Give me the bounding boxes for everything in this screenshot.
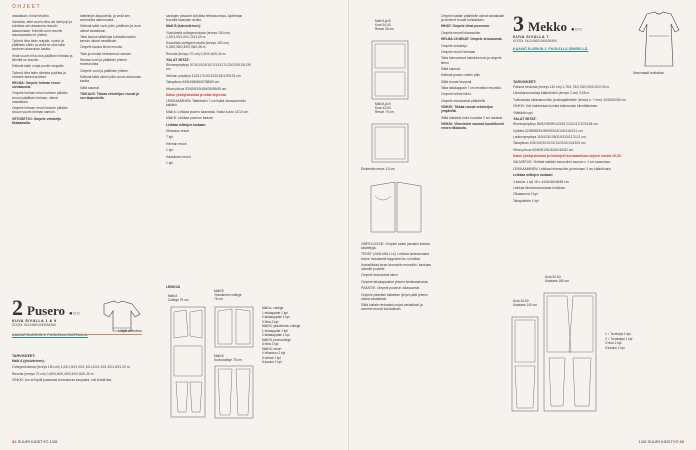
paragraph: Leikkaa mittojen mukaan: <box>513 173 554 178</box>
paragraph: vastakkain, hihat hihoihin. <box>12 14 50 18</box>
paragraph: HELMA JA MINAT: Ompele sivusaumat. <box>441 37 503 42</box>
cutting-layout-top-b <box>371 123 409 163</box>
paragraph: Hihan pituus 53/53/53/54/54/55/55/55 cm. <box>166 86 228 91</box>
cutting-layout-b2 <box>214 365 254 419</box>
photo-page-ref: KUVA SIVULLA 1 & 9 <box>12 319 57 323</box>
text-column-1 <box>12 14 74 127</box>
pattern-sheet-link[interactable]: KAAVAT B-ARKIN 1. PUOLELLA MUSTALLA. <box>12 333 89 337</box>
paragraph: Helman ympärys 114/117/120/123/126/129/133 cm. <box>166 73 242 78</box>
paragraph: Vedä vuorin hiha ulos päällisen hihasta ja kiinnitä se resoriin. <box>12 53 73 62</box>
paragraph: Malli B (kaksivärinen): <box>166 24 201 29</box>
paragraph: PÄÄNTIE: Ompele puseron olkasaumat. <box>361 286 421 291</box>
photo-page-ref: KUVA SIVULLA 7 <box>513 35 550 39</box>
magazine-name: 1/26 SUURI KÄSITYÖ <box>638 439 679 444</box>
paragraph: 7 kpl <box>166 135 173 140</box>
paragraph: VINKKI: Tikkaa reunat vetoketjun ympäriltä. <box>441 105 493 114</box>
cutting-heading: LEIKKUU <box>166 285 181 289</box>
paragraph: Lantionympärys 100/103/106/110/113/117/121 cm. <box>513 134 587 139</box>
difficulty-dots: ●○○ <box>69 311 80 317</box>
paragraph: TIKKAUS: Tikkaa vetoketjun reunat ja sen alapuolella. <box>80 91 139 101</box>
paragraph: VINKKI: Voit halutessasi kurista tukinauhan kiinnittäminen. <box>513 104 599 109</box>
paragraph: Taita helmaresori kaksinkerroin ja ompele kiinni. <box>441 56 502 65</box>
paragraph: Katso yksityiskohdat ja lisäohjeet korsaatettuun ohjeen sivulla 29-30. <box>513 154 622 159</box>
paragraph: Olkasauma 2 kpl <box>513 192 538 197</box>
paragraph: Yllättävä nypl <box>513 110 533 115</box>
paragraph: Takapituus 63/64/65/66/67/68/69 cm. <box>166 80 221 85</box>
paragraph: Työnnä hiha takin oikeista puolista ja ommele alareuna kiinni. <box>12 70 66 79</box>
paragraph: HELMA: Ompele helman resori sivusaumat. <box>12 81 61 90</box>
diagram-label: Koot 34-50 Kankaan 140 cm <box>513 299 537 307</box>
page-number: 32 <box>12 439 17 444</box>
paragraph: Ompele helman resori toiseen pitkään sivuun vuorin helman samoin. <box>12 106 68 115</box>
cutting-layout-a <box>170 306 206 418</box>
paragraph: Liimaharsonauhaa kääntöösiin (leveys 2 cm) 3,05 m. <box>513 91 591 96</box>
paragraph: Leikkaa mittojen mukaan: <box>166 122 207 127</box>
neckband-diagram <box>361 176 431 238</box>
paragraph: Rinnanympärys 97/101/103/107/113/117/123/129/133/139 cm. <box>166 63 251 72</box>
text-column-4 <box>166 14 254 167</box>
paragraph: Ompele kaitale pääntielle oikeat vastakkain ja avoimet reunat kohdakkain. <box>441 14 505 23</box>
paragraph: Ompele helman resori toiseen pitkään sivuun päällisen helman, oikeat vastakkain. <box>12 91 68 104</box>
paragraph: Malli A: Leikkaa pusero kaavoista. Katso kuvio 12/13 cm. <box>166 109 250 114</box>
page-number: 33 <box>679 439 684 444</box>
paragraph: Ompele resorit hihansuihin. <box>441 30 482 35</box>
paragraph: HIHAT: Ompele hihat puseroon. <box>441 24 491 29</box>
pattern-2-header <box>12 295 92 337</box>
paragraph: Ompele resori helmaan. <box>441 50 477 55</box>
paragraph: Vyötärö 82/85/88/91/95/99/104/109/115/121 cm. <box>513 128 584 133</box>
paragraph: Neulaa vuori ja päällinen yhteen etureunoista. <box>80 58 127 67</box>
pattern-name: Mekko <box>528 19 567 34</box>
paragraph: Ompele pääntien kaitaleen lyhyet päät yhteen oikeat vastakkain. <box>361 292 428 301</box>
paragraph: Malli A (yksivärinen): <box>12 359 45 364</box>
fit-caption: Normaali mitoitus <box>633 70 664 75</box>
paragraph: Takapääntie 1 kpl <box>513 198 539 203</box>
paragraph: Silitä kaitaleet koko kuosista 2 cm takaisin. <box>441 115 504 120</box>
paragraph: Käännä takki nurin päin, päällinen ja vuori oikeat vastakkain. <box>80 24 142 33</box>
paragraph: Taita takakappale 7 cm leveäksi resoriksi. <box>441 86 502 91</box>
text-column-2 <box>80 14 142 102</box>
legend-item: 3 hiha 2 kpl <box>605 341 622 345</box>
legend-item: 1 = Ta etukpl 1 kpl <box>605 332 631 336</box>
pattern-code: KOODI: 5k1345603045554565 <box>12 323 56 327</box>
fit-caption: Väljä mitoitus <box>118 328 142 333</box>
paragraph: Silitä reunat kevyesti. <box>441 79 473 84</box>
paragraph: sankojen pituudet kohdista lehtisaumissa. Ajoitetaan kuvioita kaavojen avulla. <box>166 14 243 23</box>
page-folio <box>12 439 57 444</box>
legend-item: Malli B, resori <box>262 346 282 351</box>
pattern-code: KOODI: 5k1345603045554565 <box>513 39 557 43</box>
paragraph: Ompele vetoketju. <box>441 43 468 48</box>
legend-item: 2 takakappale 1 kpl <box>262 333 290 337</box>
paragraph: Malli B: Leikkaa puseron kaavat. <box>166 116 214 121</box>
paragraph: Helman resori <box>166 141 187 146</box>
running-head: OHJEET <box>12 4 42 10</box>
paragraph: VINKKI: Jos et löydä joustavaa teranauhaa kaupasta, voit tehdä itse. <box>12 378 113 383</box>
paragraph: Paksua neulosta (leveys 140 cm) 1,75/1,75/2,00/2,00/2,00/2,00 m. <box>513 85 611 90</box>
legend-item: 1 etukappale 1 kpl <box>262 310 288 315</box>
text-column-3 <box>12 352 142 385</box>
paragraph: Taita kaulus taitelinjaa kohdalla kaksin kerroin oikeat vastakkain. <box>80 34 136 44</box>
section-heading: TARVIKKEET: <box>12 354 36 358</box>
paragraph: Kauluksen resori <box>166 154 191 159</box>
magazine-name: SUURI KÄSITYÖ 1/26 <box>17 439 58 444</box>
pattern-sheet-link[interactable]: KAAVAT B-ARKIN 2. PUOLELLA SINISELLÄ. <box>513 47 589 51</box>
page-folio <box>639 439 684 444</box>
paragraph: Ompele kaulus kiinni resoriin. <box>80 45 124 50</box>
legend-item: 3 hiha 2 kpl <box>262 342 279 346</box>
paragraph: Varmista, ettei vuorin hiha ole kiertynyt ja kohdista sen alasauma resoriin alasaumaan. Kiinnitä vuori resoriin saumaamalla ne yhteen. <box>12 20 72 37</box>
paragraph: Resoria (leveys 70 cm) 0,40/0,40/0,40/0,40/0,40/0,40 m. <box>12 371 95 376</box>
diagram-label: Koot 52-54 Kankaan 160 cm <box>545 275 569 283</box>
legend-item: Malli B, yksivärinen college <box>262 324 301 328</box>
pattern-number: 2 <box>12 295 23 320</box>
paragraph: Ompele teranauhat kiinni. <box>361 273 399 278</box>
cutting-layout-top-a <box>371 40 409 100</box>
divider <box>12 334 142 335</box>
paragraph: LEIKKAAMINEN: Leikkaa hihansuihin ja helmaan 3 cm kääntövara. <box>513 166 612 171</box>
section-heading: YALAT MITAT: <box>166 58 190 63</box>
pattern-number: 3 <box>513 11 524 36</box>
section-heading: TARVIKKEET: <box>513 80 537 84</box>
text-column-5 <box>361 242 435 314</box>
paragraph: Takapituus 100/100/101/101/102/102/103/103 cm. <box>513 141 587 146</box>
diagram-label: Malli A ja B Koot 42-54 Resori 70 cm <box>375 102 394 114</box>
paragraph: Työnnä hiha takin nurjalle, vuorin ja päällisen väliin, ja vedä se ulos takin avoimen alareunan kautta. <box>12 39 66 52</box>
paragraph: 4 kaulus 1 kpl 18 x 44/44/46/46/48 cm. <box>513 179 570 184</box>
legend-item: 6 kaulus 1 kpl <box>262 360 282 364</box>
cutting-layout-mekko-a <box>511 316 539 412</box>
paragraph: taitellingin alapuolella, ja vedä sen avoimesta alareunasta. <box>80 14 131 23</box>
paragraph: Ompele helma kiinni. <box>441 92 472 97</box>
paragraph: OMPELUOHJE: Ompele saate jossakin kohtaa käsittelyjä. <box>361 242 430 251</box>
text-column-7 <box>513 78 685 205</box>
paragraph: 1 kpl <box>166 160 173 165</box>
paragraph: Ompele takakappaleet yhteen keskisaumasta. <box>361 279 429 284</box>
paragraph: Silitä saumat. <box>441 66 461 71</box>
paragraph: 1 kpl <box>166 148 173 153</box>
section-heading: YALAT MITAT: <box>513 117 537 122</box>
diagram-label: Malli A College 75 cm <box>168 294 189 302</box>
paragraph: Hihansuu resori <box>166 129 190 134</box>
legend-item: 5 helma 1 kpl <box>262 355 281 360</box>
paragraph: Katso yksityiskohdat ja mitat ohjeesta. <box>166 92 227 97</box>
legend-item: 4 hihansuu 2 kpl <box>262 351 286 355</box>
difficulty-dots: ●○○ <box>571 27 582 33</box>
paragraph: Aseta/tikkaa teran kerrosviin reunoihin, kankaan oikealle puolelle. <box>361 262 432 272</box>
paragraph: Hihan pituus 60/60/61/61/61/61/62/62 cm. <box>513 147 575 152</box>
legend-item: 3 hiha 2 kpl <box>262 319 279 324</box>
paragraph: Ompele vuori ja päällinen yhteen. <box>80 68 129 73</box>
legend-item: 4 kaulus 1 kpl <box>605 345 625 350</box>
paragraph: TERÄT (VAIN MALLI A): Leikkaa teranauhasta kolme mukaisesti kappaleet ks. kohdista. <box>361 252 430 261</box>
paragraph: Yksiväristä collegeneulosta (leveys 150 cm) 1,00/1,00/1,00/1,00/1,00 m. <box>166 30 230 39</box>
mekko-illustration <box>633 10 685 70</box>
paragraph: Leikkaa liimaharsonauhaa kohdista: <box>513 186 566 191</box>
cutting-legend <box>262 306 346 365</box>
paragraph: Silitä saumat. <box>80 85 100 90</box>
legend-item: 2 = Ta takakpl 1 kpl <box>605 336 633 341</box>
legend-item: Malli B, kuviocollege <box>262 337 291 342</box>
diagram-label: Malli B Yksivärinen college 75 cm <box>214 289 242 301</box>
paragraph: Rinnanympärys 89/92/95/99/103/107/112/117/123/128 cm. <box>513 122 599 127</box>
paragraph: Käännä takin nurjat puolet ulospäin. <box>12 64 65 69</box>
paragraph: VINKKI: Viimeistele saumat huolellisesti ennen tikkausta. <box>441 122 504 131</box>
paragraph: Käännä takki oikein päin vuorin alareunan kautta. <box>80 75 142 84</box>
diagram-label: Malli B Kuviocollege 75 cm <box>214 354 242 362</box>
paragraph: VALMISTUS: Yhdistä kaikkiin saumoihin sauma n. 1 cm kaavoissa. <box>513 160 611 165</box>
paragraph: Käännä pusero oikein päin. <box>441 73 481 78</box>
diagram-label: Etukehrän resori 1,5 cm <box>361 167 395 171</box>
paragraph: VETOKETJU: Ompele vetoketju tikkaamalla. <box>12 116 62 125</box>
paragraph: Kuviollista collegeneulosta (leveys 150 cm) 0,35/0,35/0,35/0,35/0,35 m. <box>166 41 229 50</box>
mekko-legend <box>605 332 685 350</box>
cutting-layout-b1 <box>214 306 254 348</box>
legend-item: 1 etukappale 1 kpl <box>262 328 288 333</box>
text-column-6 <box>441 14 505 133</box>
right-page <box>348 0 696 450</box>
paragraph: Taita ja neulaa helmaresori samoin. <box>80 51 132 56</box>
paragraph: Collegeneulosta (leveys 150 cm) 1,00/1,00/1,00/1,10/1,10/1,10/1,20/1,20/1,20 m. <box>12 365 131 370</box>
cutting-layout-mekko-b <box>543 292 597 412</box>
pattern-3-header <box>513 11 623 51</box>
paragraph: Ompele sivusaumat pääntielle. <box>441 98 487 103</box>
legend-item: Malli A, college <box>262 306 284 310</box>
pattern-name: Pusero <box>27 303 66 318</box>
legend-item: 2 takakappale 1 kpl <box>262 315 290 319</box>
paragraph: Silitä kaitale renkaaksi nurjat vastakkain ja avoimet reunat kohdakkain. <box>361 303 423 312</box>
paragraph: Resoria (leveys 70 cm) 0,40/0,40/0,40 m. <box>166 51 227 56</box>
diagram-label: Malli A ja B Koot 34-40 Resori 35 cm <box>375 19 394 31</box>
paragraph: LEIKKAAMINEN: Taittelesiin 7 cm lisätä sivusaumoihin kaikkiin. <box>166 99 247 108</box>
paragraph: Tukinauhaa olkasaumoihin ja takapääntielle (leveys n. 7 mm) 40/45/50/55 cm. <box>513 97 627 102</box>
